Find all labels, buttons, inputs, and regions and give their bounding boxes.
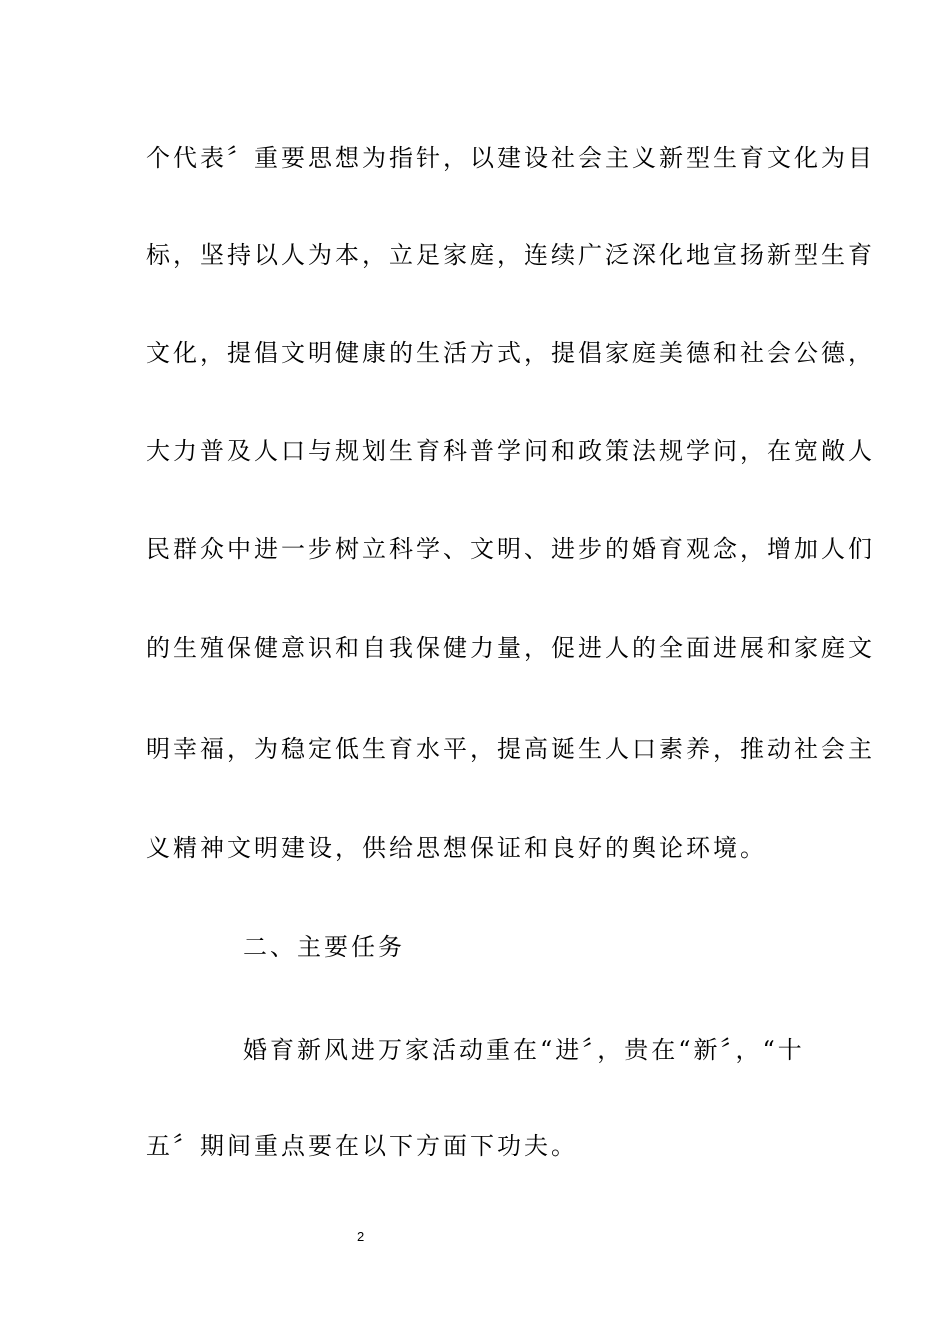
paragraph-line: 民群众中进一步树立科学、文明、进步的婚育观念，增加人们 <box>146 535 875 563</box>
paragraph-line: 文化，提倡文明健康的生活方式，提倡家庭美德和社会公德， <box>146 339 875 367</box>
paragraph-line: 大力普及人口与规划生育科普学问和政策法规学问，在宽敞人 <box>146 437 875 465</box>
page-number: 2 <box>357 1229 365 1244</box>
paragraph-line: 标，坚持以人为本，立足家庭，连续广泛深化地宣扬新型生育 <box>146 241 875 269</box>
paragraph-line: 义精神文明建设，供给思想保证和良好的舆论环境。 <box>146 834 767 862</box>
paragraph-line: 五〞期间重点要在以下方面下功夫。 <box>146 1132 578 1160</box>
section-heading: 二、主要任务 <box>243 933 405 961</box>
paragraph-line: 的生殖保健意识和自我保健力量，促进人的全面进展和家庭文 <box>146 634 875 662</box>
paragraph-line: 婚育新风进万家活动重在“进〞，贵在“新〞，“十 <box>243 1036 805 1064</box>
paragraph-line: 明幸福，为稳定低生育水平，提高诞生人口素养，推动社会主 <box>146 735 875 763</box>
paragraph-line: 个代表〞重要思想为指针，以建设社会主义新型生育文化为目 <box>146 144 875 172</box>
